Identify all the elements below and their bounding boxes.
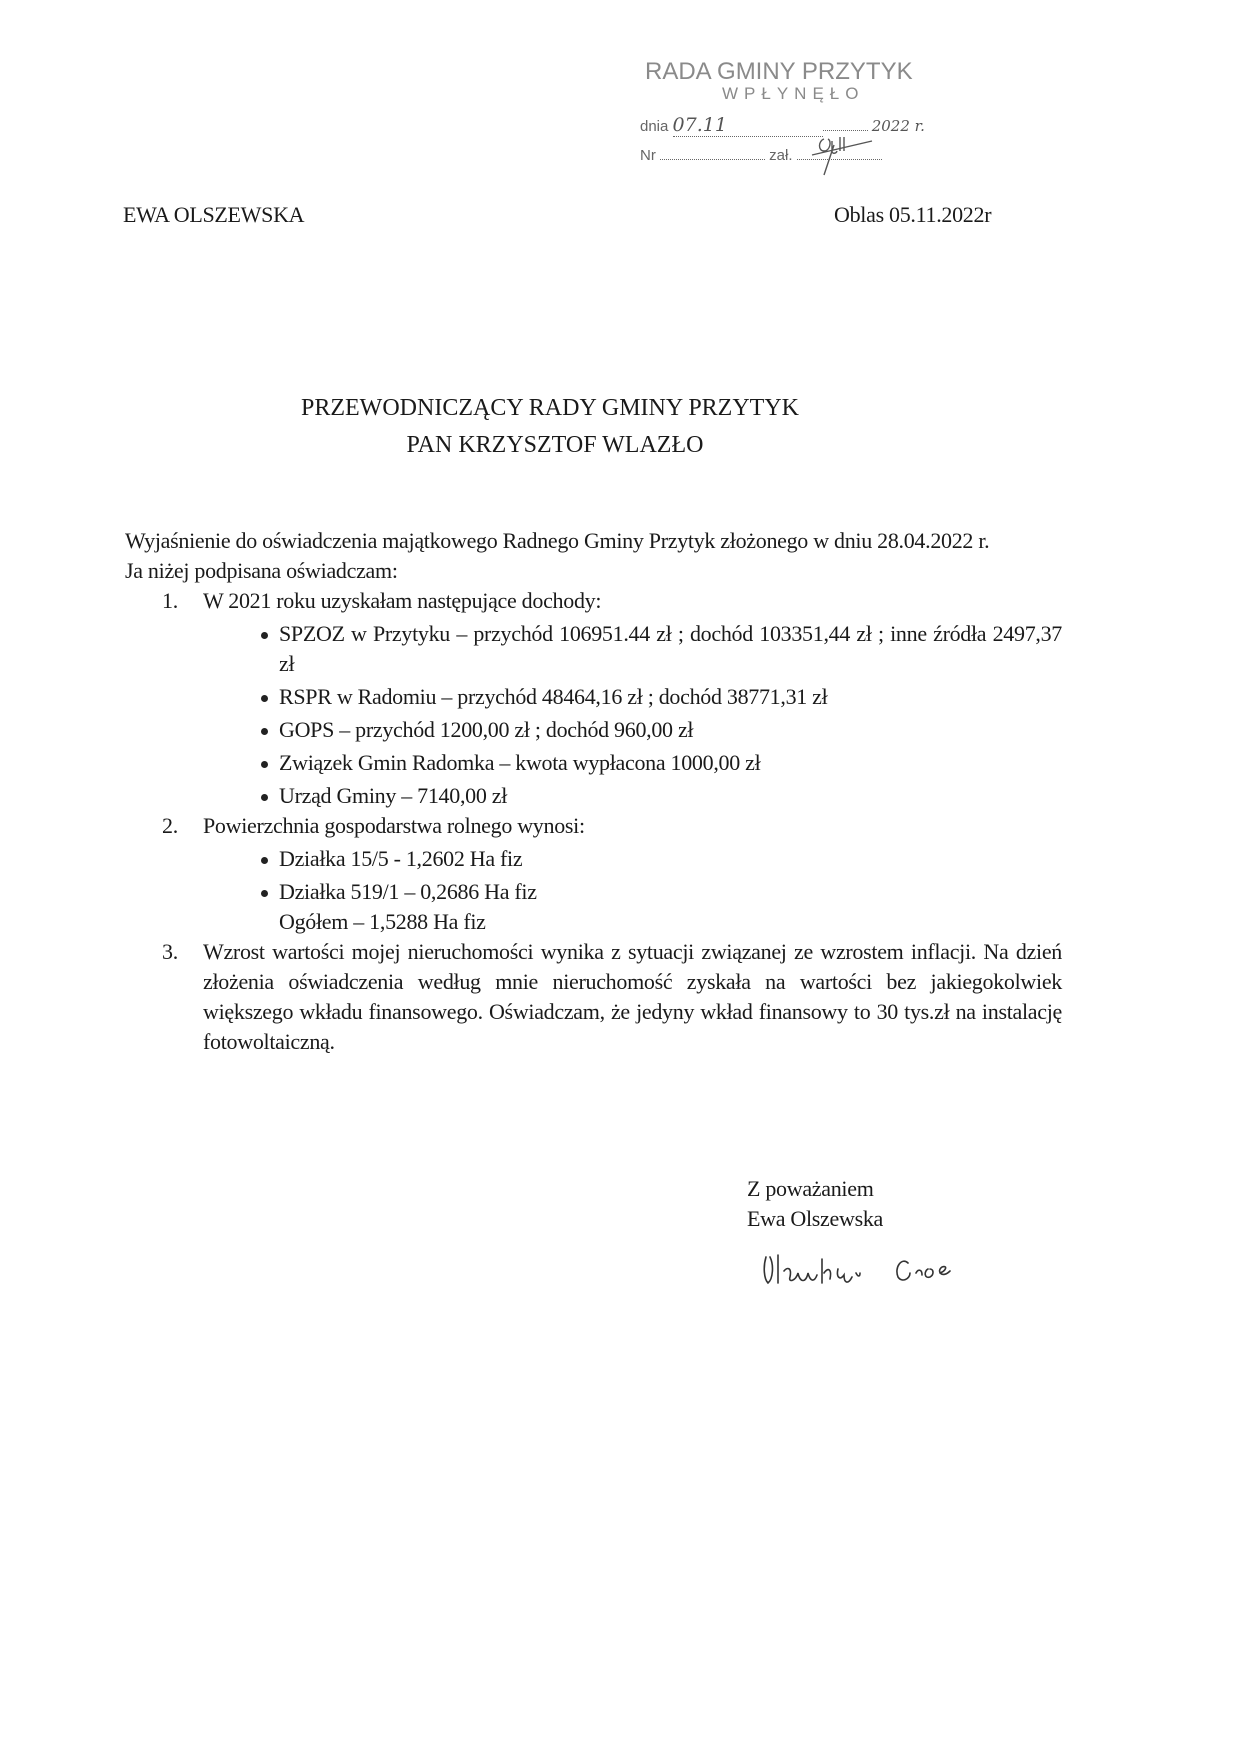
- closing-block: [747, 1174, 883, 1234]
- item-text: Powierzchnia gospodarstwa rolnego wynosi:: [203, 813, 585, 838]
- sender-name: EWA OLSZEWSKA: [123, 202, 305, 227]
- declaration-line: Ja niżej podpisana oświadczam:: [125, 558, 398, 583]
- list-item: [125, 937, 1062, 1057]
- list-item: [125, 811, 1062, 937]
- stamp-received-label: WPŁYNĘŁO: [722, 84, 865, 103]
- bullet-item: Związek Gmin Radomka – kwota wypłacona 1000,00 zł: [203, 748, 1062, 778]
- addressee-line-1: PRZEWODNICZĄCY RADY GMINY PRZYTYK: [301, 395, 799, 421]
- land-total: Ogółem – 1,5288 Ha fiz: [279, 909, 486, 934]
- numbered-list: [125, 586, 1062, 1057]
- bullet-item: Urząd Gminy – 7140,00 zł: [203, 781, 1062, 811]
- bullet-item: RSPR w Radomiu – przychód 48464,16 zł ; dochód 38771,31 zł: [203, 682, 1062, 712]
- item-number: 3.: [162, 939, 178, 964]
- item-number: 2.: [162, 813, 178, 838]
- received-stamp: [640, 58, 940, 164]
- stamp-initials-icon: [802, 133, 892, 178]
- bullet-item: Działka 15/5 - 1,2602 Ha fiz: [203, 844, 1062, 874]
- handwritten-signature: [760, 1245, 1000, 1295]
- addressee-block: [0, 390, 1100, 464]
- bullet-item: Działka 519/1 – 0,2686 Ha fiz: [203, 877, 1062, 907]
- stamp-number-label: Nr: [640, 147, 656, 164]
- stamp-number-row: [640, 147, 940, 164]
- item-text: Wzrost wartości mojej nieruchomości wynika z sytuacji związanej ze wzrostem inflacji. Na dzień złożenia oświadczenia według mnie nieruchomość zyskała na wartości bez jakiegokolwiek większego wkładu finansowego. Oświadczam, że jedyny wkład finansowy to 30 tys.zł na instalację fotowoltaiczną.: [203, 939, 1062, 1054]
- addressee-line-2: PAN KRZYSZTOF WLAZŁO: [406, 432, 704, 458]
- intro-paragraph: Wyjaśnienie do oświadczenia majątkowego Radnego Gminy Przytyk złożonego w dniu 28.04.2022 r.: [125, 528, 990, 553]
- bullet-item: GOPS – przychód 1200,00 zł ; dochód 960,00 zł: [203, 715, 1062, 745]
- stamp-year-value: 2022 r.: [871, 117, 925, 135]
- signatory-name: Ewa Olszewska: [747, 1206, 883, 1231]
- stamp-date-row: [640, 114, 940, 137]
- stamp-date-value: 07.11: [673, 114, 823, 137]
- stamp-attachment-label: zał.: [769, 147, 793, 164]
- item-number: 1.: [162, 588, 178, 613]
- income-list: [203, 619, 1062, 811]
- land-list: [203, 844, 1062, 937]
- list-item: [125, 586, 1062, 811]
- place-and-date: Oblas 05.11.2022r: [834, 202, 992, 227]
- letter-body: [125, 526, 1062, 1057]
- bullet-item: SPZOZ w Przytyku – przychód 106951.44 zł ; dochód 103351,44 zł ; inne źródła 2497,37 zł: [203, 619, 1062, 679]
- salutation: Z poważaniem: [747, 1176, 874, 1201]
- item-text: W 2021 roku uzyskałam następujące dochody:: [203, 588, 602, 613]
- stamp-organization: RADA GMINY PRZYTYK: [645, 58, 913, 85]
- stamp-date-label: dnia: [640, 118, 669, 135]
